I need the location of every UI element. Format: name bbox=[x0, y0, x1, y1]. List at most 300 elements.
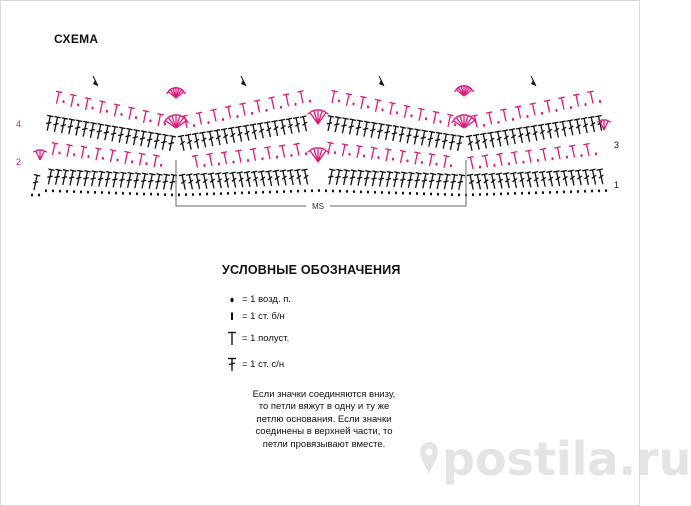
chain-stitch bbox=[294, 103, 296, 106]
double-crochet bbox=[139, 173, 148, 189]
double-crochet bbox=[523, 127, 532, 143]
half-double-crochet bbox=[64, 144, 73, 157]
double-crochet bbox=[546, 171, 555, 187]
chain-stitch bbox=[241, 191, 243, 194]
chain-stitch bbox=[605, 189, 607, 192]
chain-stitch bbox=[381, 108, 383, 111]
double-crochet bbox=[214, 130, 223, 146]
legend-item-half-double bbox=[226, 330, 289, 346]
double-crochet bbox=[589, 169, 598, 185]
chain-stitch bbox=[497, 121, 499, 124]
chain-stitch bbox=[479, 165, 481, 168]
half-double-crochet bbox=[111, 104, 120, 117]
double-crochet bbox=[193, 174, 202, 190]
chain-stitch bbox=[143, 192, 145, 195]
chain-stitch bbox=[108, 191, 110, 194]
valley-fan bbox=[308, 110, 329, 124]
double-crochet bbox=[130, 130, 139, 146]
half-double-crochet bbox=[78, 146, 87, 159]
double-crochet bbox=[73, 120, 82, 136]
double-crochet bbox=[138, 131, 147, 147]
chain-stitch bbox=[305, 152, 307, 155]
chain-stitch bbox=[334, 151, 336, 154]
chain-stitch bbox=[164, 193, 166, 196]
half-double-crochet bbox=[279, 145, 288, 158]
legend-note bbox=[226, 389, 422, 451]
chain-stitch bbox=[58, 152, 60, 155]
double-crochet bbox=[185, 134, 194, 150]
double-crochet bbox=[257, 123, 266, 139]
chain-stitch bbox=[199, 193, 201, 196]
legend-item-double-crochet bbox=[226, 356, 284, 372]
chain-stitch bbox=[542, 191, 544, 194]
chain-stitch bbox=[493, 164, 495, 167]
chain-stitch bbox=[486, 193, 488, 196]
double-crochet bbox=[45, 169, 54, 185]
double-crochet bbox=[146, 173, 155, 189]
chain-stitch bbox=[160, 164, 162, 167]
chain-stitch bbox=[101, 191, 103, 194]
double-crochet bbox=[160, 174, 169, 190]
top-fan bbox=[166, 88, 185, 98]
double-crochet bbox=[186, 174, 195, 190]
chain-stitch bbox=[304, 189, 306, 192]
half-double-crochet bbox=[293, 143, 302, 156]
chain-stitch bbox=[236, 115, 238, 118]
chain-stitch bbox=[276, 190, 278, 193]
repeat-label: MS bbox=[312, 202, 324, 211]
row-number-2: 2 bbox=[16, 157, 22, 167]
chain-stitch bbox=[255, 191, 257, 194]
double-crochet bbox=[510, 173, 519, 189]
half-double-crochet bbox=[401, 105, 410, 118]
double-crochet bbox=[132, 173, 141, 189]
double-crochet bbox=[448, 174, 457, 190]
half-double-crochet bbox=[372, 99, 381, 112]
chain-stitch bbox=[220, 192, 222, 195]
half-double-crochet bbox=[343, 93, 352, 106]
double-crochet bbox=[339, 118, 348, 134]
chain-stitch bbox=[458, 193, 460, 196]
double-crochet bbox=[539, 171, 548, 187]
double-crochet bbox=[398, 172, 407, 188]
double-crochet bbox=[456, 174, 465, 190]
note-line: соединены в верхней части, то bbox=[255, 426, 393, 438]
double-crochet bbox=[348, 170, 357, 186]
double-crochet bbox=[221, 129, 230, 145]
double-crochet bbox=[124, 173, 133, 189]
note-line: петли провязывают вместе. bbox=[262, 438, 386, 450]
chain-stitch bbox=[472, 193, 474, 196]
double-crochet bbox=[332, 117, 341, 133]
half-double-crochet bbox=[387, 102, 396, 115]
double-crochet bbox=[159, 134, 168, 150]
double-crochet bbox=[153, 174, 162, 190]
half-double-crochet bbox=[486, 112, 495, 125]
double-crochet bbox=[391, 172, 400, 188]
half-double-crochet bbox=[426, 154, 435, 167]
double-crochet bbox=[94, 124, 103, 140]
chain-stitch bbox=[416, 192, 418, 195]
double-crochet bbox=[466, 135, 475, 151]
chain-stitch bbox=[598, 189, 600, 192]
chain-stitch bbox=[352, 102, 354, 105]
chain-stitch bbox=[218, 162, 220, 165]
half-double-crochet bbox=[511, 152, 520, 165]
half-double-crochet bbox=[155, 114, 164, 127]
chain-stitch bbox=[135, 116, 137, 119]
row-number-1: 1 bbox=[614, 180, 620, 190]
legend-item-single-crochet bbox=[226, 308, 285, 324]
chain-stitch bbox=[311, 189, 313, 192]
chain-stitch bbox=[500, 192, 502, 195]
double-crochet bbox=[117, 172, 126, 188]
chain-stitch bbox=[563, 190, 565, 193]
half-double-crochet bbox=[430, 111, 439, 124]
double-crochet bbox=[287, 170, 296, 186]
chain-stitch bbox=[150, 193, 152, 196]
double-crochet bbox=[382, 125, 391, 141]
chain-stitch bbox=[145, 162, 147, 165]
double-crochet bbox=[397, 127, 406, 143]
half-double-crochet bbox=[467, 157, 476, 170]
chain-stitch bbox=[185, 193, 187, 196]
chain-stitch bbox=[421, 161, 423, 164]
chain-stitch bbox=[479, 193, 481, 196]
double-crochet bbox=[286, 118, 295, 134]
chain-stitch bbox=[115, 192, 117, 195]
chain-stitch bbox=[136, 192, 138, 195]
chain-stitch bbox=[193, 124, 195, 127]
double-crochet bbox=[66, 119, 75, 135]
chain-stitch bbox=[435, 163, 437, 166]
double-crochet bbox=[362, 171, 371, 187]
chain-stitch bbox=[363, 154, 365, 157]
chain-stitch bbox=[406, 159, 408, 162]
double-crochet bbox=[116, 127, 125, 143]
chain-stitch bbox=[450, 164, 452, 167]
chain-stitch bbox=[251, 112, 253, 115]
double-crochet bbox=[532, 172, 541, 188]
chain-stitch bbox=[297, 190, 299, 193]
half-double-crochet bbox=[482, 155, 491, 168]
chain-stitch bbox=[360, 190, 362, 193]
chain-stitch bbox=[73, 190, 75, 193]
chain-stitch bbox=[339, 190, 341, 193]
row-number-4: 4 bbox=[16, 119, 22, 129]
chain-stitch bbox=[444, 193, 446, 196]
chain-stitch bbox=[425, 117, 427, 120]
double-crochet bbox=[525, 172, 534, 188]
chain-stitch bbox=[381, 191, 383, 194]
double-crochet bbox=[264, 122, 273, 138]
double-crochet bbox=[102, 125, 111, 141]
double-crochet bbox=[152, 133, 161, 149]
legend-title: УСЛОВНЫЕ ОБОЗНАЧЕНИЯ bbox=[222, 263, 401, 277]
chain-stitch bbox=[280, 106, 282, 109]
half-double-crochet bbox=[558, 97, 567, 110]
legend-label-half-double: = 1 полуст. bbox=[242, 332, 290, 344]
half-double-crochet bbox=[354, 146, 363, 159]
half-double-crochet bbox=[397, 150, 406, 163]
chain-stitch bbox=[77, 103, 79, 106]
chain-stitch bbox=[483, 124, 485, 127]
double-crochet bbox=[354, 120, 363, 136]
edge-fan bbox=[33, 150, 47, 160]
chain-stitch bbox=[549, 191, 551, 194]
double-crochet bbox=[96, 171, 105, 187]
half-double-crochet bbox=[206, 153, 215, 166]
chain-stitch bbox=[437, 193, 439, 196]
double-crochet bbox=[222, 172, 231, 188]
double-crochet bbox=[361, 121, 370, 137]
half-double-crochet bbox=[544, 100, 553, 113]
chain-stitch bbox=[522, 161, 524, 164]
half-double-crochet bbox=[136, 153, 145, 166]
half-double-crochet bbox=[325, 142, 334, 155]
crochet-chart bbox=[0, 60, 640, 220]
double-crochet bbox=[31, 175, 40, 191]
chain-stitch bbox=[207, 121, 209, 124]
chain-stitch-icon bbox=[226, 291, 238, 307]
chain-stitch bbox=[454, 123, 456, 126]
half-double-crochet bbox=[140, 110, 149, 123]
chain-stitch bbox=[493, 193, 495, 196]
double-crochet bbox=[265, 171, 274, 187]
double-crochet bbox=[454, 136, 463, 152]
half-double-crochet bbox=[264, 147, 273, 160]
double-crochet bbox=[201, 173, 210, 189]
double-crochet bbox=[369, 171, 378, 187]
chain-stitch bbox=[94, 191, 96, 194]
half-double-crochet bbox=[573, 94, 582, 107]
double-crochet bbox=[294, 169, 303, 185]
double-crochet bbox=[434, 174, 443, 190]
half-double-crochet bbox=[192, 155, 201, 168]
legend-item-chain bbox=[226, 291, 291, 307]
double-crochet bbox=[426, 131, 435, 147]
chain-stitch bbox=[577, 190, 579, 193]
half-double-crochet bbox=[383, 149, 392, 162]
chain-stitch bbox=[584, 190, 586, 193]
double-crochet bbox=[244, 172, 253, 188]
chain-stitch bbox=[116, 159, 118, 162]
half-double-crochet bbox=[126, 107, 135, 120]
double-crochet bbox=[495, 131, 504, 147]
chain-stitch bbox=[59, 190, 61, 193]
chain-stitch bbox=[87, 191, 89, 194]
chain-stitch bbox=[80, 190, 82, 193]
half-double-crochet bbox=[496, 153, 505, 166]
chain-stitch bbox=[206, 193, 208, 196]
double-crochet bbox=[440, 133, 449, 149]
double-crochet bbox=[52, 169, 61, 185]
half-double-crochet bbox=[268, 97, 277, 110]
double-crochet bbox=[375, 123, 384, 139]
double-crochet bbox=[258, 171, 267, 187]
top-fan bbox=[454, 86, 473, 96]
double-crochet bbox=[480, 133, 489, 149]
chain-stitch bbox=[73, 153, 75, 156]
chain-stitch bbox=[232, 161, 234, 164]
note-line: Если значки соединяются внизу, bbox=[252, 389, 396, 400]
chain-stitch bbox=[388, 191, 390, 194]
chain-stitch bbox=[227, 192, 229, 195]
double-crochet bbox=[250, 124, 259, 140]
double-crochet bbox=[420, 173, 429, 189]
half-double-crochet bbox=[525, 150, 534, 163]
legend-label-single-crochet: = 1 ст. б/н bbox=[242, 310, 285, 322]
double-crochet-icon bbox=[226, 356, 238, 372]
chain-stitch bbox=[555, 109, 557, 112]
chain-stitch bbox=[157, 193, 159, 196]
double-crochet bbox=[384, 171, 393, 187]
double-crochet bbox=[325, 116, 334, 132]
chain-stitch bbox=[62, 100, 64, 103]
chain-stitch bbox=[395, 191, 397, 194]
half-double-crochet bbox=[93, 148, 102, 161]
double-crochet bbox=[340, 170, 349, 186]
double-crochet bbox=[503, 173, 512, 189]
chain-stitch bbox=[262, 191, 264, 194]
double-crochet bbox=[447, 135, 456, 151]
half-double-crochet bbox=[122, 151, 131, 164]
chain-stitch bbox=[203, 164, 205, 167]
half-double-crochet bbox=[529, 103, 538, 116]
half-double-crochet bbox=[368, 147, 377, 160]
chain-stitch bbox=[261, 157, 263, 160]
half-double-crochet bbox=[339, 144, 348, 157]
chain-stitch bbox=[213, 192, 215, 195]
double-crochet bbox=[271, 121, 280, 137]
chain-stitch bbox=[528, 191, 530, 194]
half-double-crochet bbox=[500, 109, 509, 122]
double-crochet bbox=[581, 118, 590, 134]
chain-stitch bbox=[106, 110, 108, 113]
double-crochet bbox=[228, 127, 237, 143]
half-double-crochet bbox=[587, 91, 596, 104]
double-crochet bbox=[109, 126, 118, 142]
chain-stitch bbox=[439, 120, 441, 123]
double-crochet bbox=[487, 132, 496, 148]
chain-stitch bbox=[535, 191, 537, 194]
chain-stitch bbox=[367, 191, 369, 194]
half-double-crochet bbox=[329, 90, 338, 103]
double-crochet bbox=[110, 172, 119, 188]
double-crochet bbox=[481, 174, 490, 190]
chain-stitch bbox=[265, 109, 267, 112]
legend-label-chain: = 1 возд. п. bbox=[242, 293, 291, 305]
double-crochet bbox=[412, 173, 421, 189]
note-line: то петли вяжут в одну и ту же bbox=[258, 401, 390, 413]
watermark bbox=[418, 432, 691, 486]
half-double-crochet bbox=[569, 145, 578, 158]
chain-stitch bbox=[430, 192, 432, 195]
double-crochet bbox=[123, 128, 132, 144]
double-crochet bbox=[411, 129, 420, 145]
double-crochet bbox=[207, 131, 216, 147]
chain-stitch bbox=[309, 100, 311, 103]
chain-stitch bbox=[66, 190, 68, 193]
double-crochet bbox=[237, 172, 246, 188]
double-crochet bbox=[192, 133, 201, 149]
double-crochet bbox=[279, 119, 288, 135]
double-crochet bbox=[404, 128, 413, 144]
chain-stitch bbox=[38, 194, 40, 197]
double-crochet bbox=[88, 171, 97, 187]
double-crochet bbox=[80, 121, 89, 137]
double-crochet bbox=[474, 174, 483, 190]
half-double-crochet bbox=[82, 98, 91, 111]
half-double-crochet bbox=[540, 148, 549, 161]
chain-stitch bbox=[514, 192, 516, 195]
half-double-crochet bbox=[151, 155, 160, 168]
chain-stitch bbox=[599, 100, 601, 103]
double-crochet bbox=[215, 173, 224, 189]
double-crochet bbox=[567, 120, 576, 136]
double-crochet bbox=[355, 170, 364, 186]
double-crochet bbox=[179, 174, 188, 190]
double-crochet bbox=[575, 170, 584, 186]
double-crochet bbox=[502, 130, 511, 146]
chain-stitch bbox=[580, 154, 582, 157]
double-crochet bbox=[51, 117, 60, 133]
chain-stitch bbox=[120, 113, 122, 116]
double-crochet bbox=[552, 122, 561, 138]
double-crochet bbox=[87, 123, 96, 139]
chain-stitch bbox=[451, 193, 453, 196]
half-double-crochet bbox=[441, 155, 450, 168]
double-crochet bbox=[293, 117, 302, 133]
double-crochet bbox=[433, 132, 442, 148]
chain-stitch bbox=[526, 115, 528, 118]
chain-stitch bbox=[508, 162, 510, 165]
double-crochet bbox=[67, 170, 76, 186]
double-crochet bbox=[208, 173, 217, 189]
chain-stitch bbox=[45, 189, 47, 192]
chain-stitch bbox=[269, 191, 271, 194]
double-crochet bbox=[58, 118, 67, 134]
half-double-crochet bbox=[358, 96, 367, 109]
half-double-crochet bbox=[107, 150, 116, 163]
double-crochet bbox=[597, 169, 606, 185]
chain-stitch bbox=[338, 99, 340, 102]
chain-stitch bbox=[102, 157, 104, 160]
chain-stitch bbox=[247, 159, 249, 162]
half-double-crochet bbox=[196, 112, 205, 125]
double-crochet bbox=[368, 122, 377, 138]
double-crochet bbox=[74, 170, 83, 186]
chain-stitch bbox=[367, 105, 369, 108]
chain-stitch bbox=[192, 193, 194, 196]
diagram-title: СХЕМА bbox=[54, 32, 99, 46]
chain-stitch bbox=[178, 193, 180, 196]
chain-stitch bbox=[377, 156, 379, 159]
chain-stitch bbox=[512, 118, 514, 121]
chain-stitch bbox=[122, 192, 124, 195]
half-double-crochet bbox=[239, 103, 248, 116]
double-crochet bbox=[166, 136, 175, 152]
half-double-crochet bbox=[583, 143, 592, 156]
double-crochet bbox=[235, 126, 244, 142]
double-crochet bbox=[199, 132, 208, 148]
chain-stitch bbox=[353, 190, 355, 193]
chain-stitch bbox=[171, 193, 173, 196]
chain-stitch bbox=[283, 190, 285, 193]
half-double-crochet bbox=[97, 101, 106, 114]
half-double-crochet bbox=[250, 148, 259, 161]
valley-fan bbox=[308, 148, 329, 162]
